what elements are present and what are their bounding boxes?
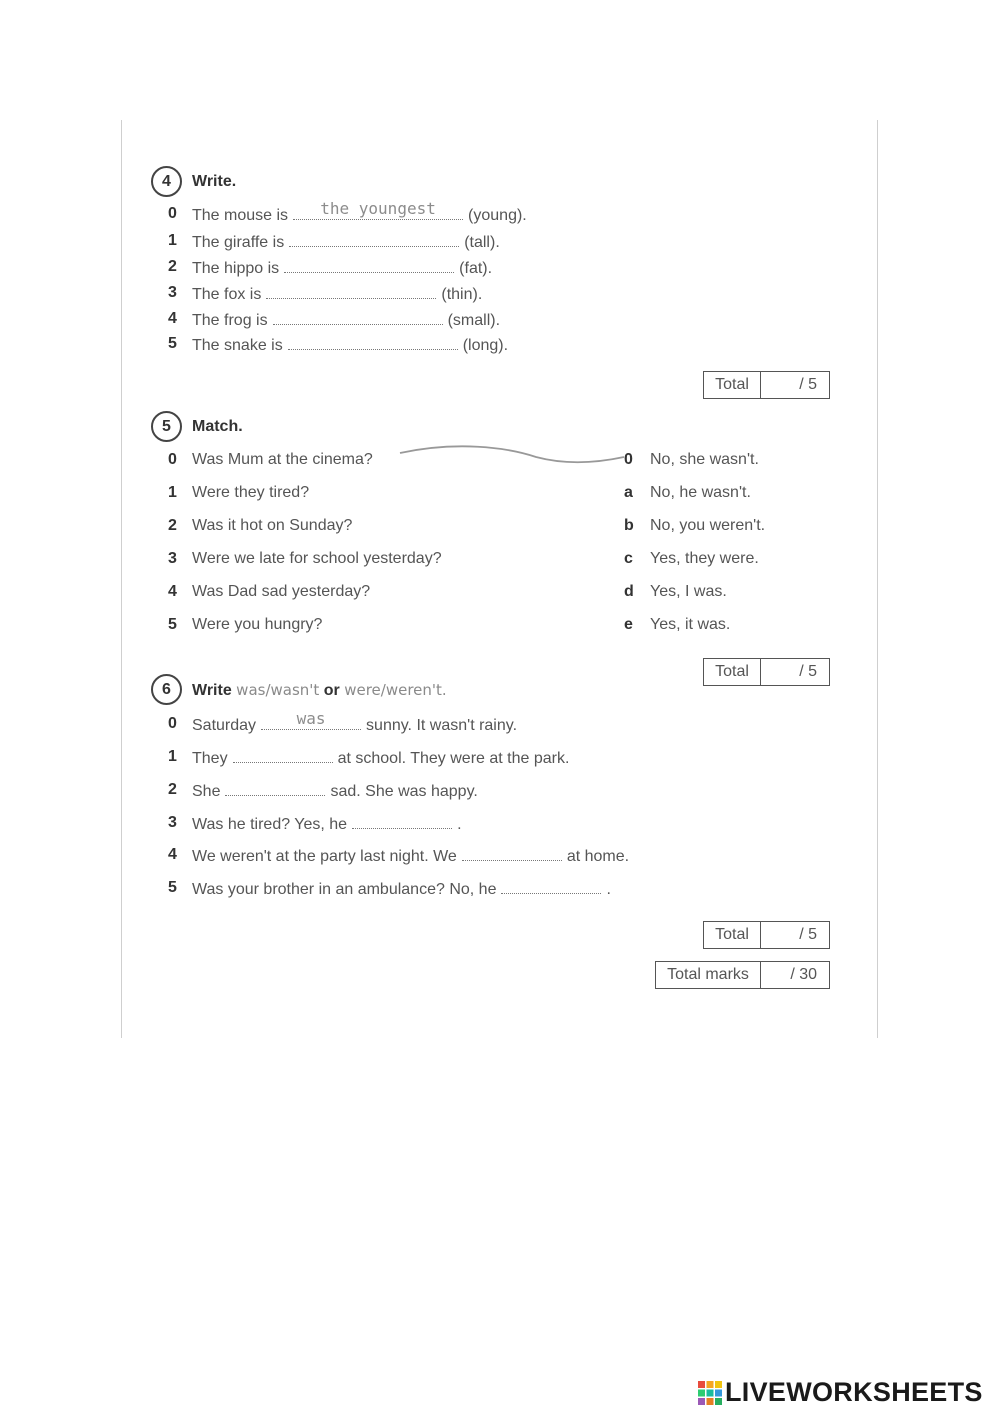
total-label: Total (704, 922, 761, 948)
item-prefix: The hippo is (192, 260, 280, 277)
item-prefix: The fox is (192, 286, 262, 303)
answer-blank[interactable] (462, 846, 562, 861)
question-text[interactable]: Were they tired? (192, 484, 310, 501)
answer-blank[interactable] (284, 258, 454, 273)
answer-blank[interactable] (501, 879, 601, 894)
item-suffix: sad. She was happy. (330, 783, 478, 800)
total-value[interactable]: / 5 (799, 926, 817, 943)
item-hint: (small). (447, 312, 501, 329)
item-index: 3 (168, 284, 177, 301)
page-border-right (877, 120, 878, 1038)
answer-blank[interactable] (233, 748, 333, 763)
item-prefix: She (192, 783, 221, 800)
answer-blank[interactable] (289, 232, 459, 247)
answer-option-text[interactable]: Yes, it was. (650, 616, 731, 633)
section-5-total-box (703, 658, 830, 686)
section-4-total-box (703, 371, 830, 399)
answer-index: b (624, 517, 634, 534)
answer-option-text[interactable]: Yes, they were. (650, 550, 759, 567)
answer-blank[interactable] (288, 335, 458, 350)
answer-blank[interactable] (273, 310, 443, 325)
item-prefix: They (192, 750, 228, 767)
answer-text: was (296, 709, 326, 728)
item-prefix: Was your brother in an ambulance? No, he (192, 881, 497, 898)
total-value[interactable]: / 5 (799, 663, 817, 680)
page-border-left (121, 120, 122, 1038)
total-label: Total (704, 659, 761, 685)
item-prefix: The frog is (192, 312, 268, 329)
item-prefix: Saturday (192, 717, 257, 734)
grand-total-box (655, 961, 830, 989)
item-hint: (fat). (459, 260, 493, 277)
answer-option-text[interactable]: Yes, I was. (650, 583, 727, 600)
question-index: 4 (168, 583, 177, 600)
item-index: 3 (168, 814, 177, 831)
grand-total-label: Total marks (656, 962, 761, 988)
answer-blank[interactable] (352, 814, 452, 829)
question-index: 5 (168, 616, 177, 633)
answer-index: e (624, 616, 633, 633)
item-prefix: The snake is (192, 337, 283, 354)
answer-option-text[interactable]: No, he wasn't. (650, 484, 751, 501)
section-5-number: 5 (151, 411, 182, 442)
section-6-total-box (703, 921, 830, 949)
item-index: 0 (168, 715, 177, 732)
question-text[interactable]: Was it hot on Sunday? (192, 517, 353, 534)
answer-index: 0 (624, 451, 633, 468)
section-5-title: Match. (192, 418, 243, 435)
answer-option-text[interactable]: No, you weren't. (650, 517, 766, 534)
question-index: 0 (168, 451, 177, 468)
title-or: or (323, 682, 340, 699)
item-suffix: . (457, 816, 462, 833)
item-prefix: Was he tired? Yes, he (192, 816, 348, 833)
item-suffix: . (606, 881, 611, 898)
title-option-was: was/wasn't (236, 681, 320, 699)
total-value[interactable]: / 5 (799, 376, 817, 393)
item-prefix: The mouse is (192, 207, 289, 224)
question-index: 1 (168, 484, 177, 501)
item-prefix: The giraffe is (192, 234, 285, 251)
question-text[interactable]: Was Dad sad yesterday? (192, 583, 371, 600)
item-index: 2 (168, 258, 177, 275)
item-hint: (young). (468, 207, 527, 224)
item-suffix: at home. (566, 848, 630, 865)
item-index: 0 (168, 205, 177, 222)
total-label: Total (704, 372, 761, 398)
example-match-line (396, 443, 636, 473)
answer-index: a (624, 484, 633, 501)
item-prefix: We weren't at the party last night. We (192, 848, 457, 865)
answer-text: the youngest (320, 199, 436, 218)
question-index: 2 (168, 517, 177, 534)
item-index: 1 (168, 232, 177, 249)
answer-blank[interactable] (293, 199, 463, 220)
answer-blank[interactable] (266, 284, 436, 299)
watermark-text: LIVEWORKSHEETS (725, 1377, 983, 1407)
question-text[interactable]: Were we late for school yesterday? (192, 550, 442, 567)
answer-index: c (624, 550, 633, 567)
item-hint: (tall). (464, 234, 500, 251)
section-4-number: 4 (151, 166, 182, 197)
title-write: Write (192, 682, 232, 699)
item-index: 5 (168, 879, 177, 896)
answer-blank[interactable] (261, 709, 361, 730)
question-index: 3 (168, 550, 177, 567)
item-index: 2 (168, 781, 177, 798)
grand-total-value[interactable]: / 30 (790, 966, 817, 983)
section-6-title (192, 681, 447, 700)
item-index: 4 (168, 846, 177, 863)
question-text[interactable]: Was Mum at the cinema? (192, 451, 373, 468)
question-text[interactable]: Were you hungry? (192, 616, 323, 633)
answer-index: d (624, 583, 634, 600)
section-6-number: 6 (151, 674, 182, 705)
item-index: 5 (168, 335, 177, 352)
item-index: 1 (168, 748, 177, 765)
section-4-title: Write. (192, 173, 237, 190)
title-option-were: were/weren't. (344, 681, 447, 699)
answer-blank[interactable] (225, 781, 325, 796)
answer-option-text[interactable]: No, she wasn't. (650, 451, 759, 468)
item-suffix: sunny. It wasn't rainy. (366, 717, 518, 734)
item-hint: (long). (462, 337, 509, 354)
item-hint: (thin). (441, 286, 483, 303)
item-suffix: at school. They were at the park. (337, 750, 570, 767)
item-index: 4 (168, 310, 177, 327)
liveworksheets-watermark (697, 1377, 983, 1408)
liveworksheets-logo-icon (697, 1380, 723, 1406)
